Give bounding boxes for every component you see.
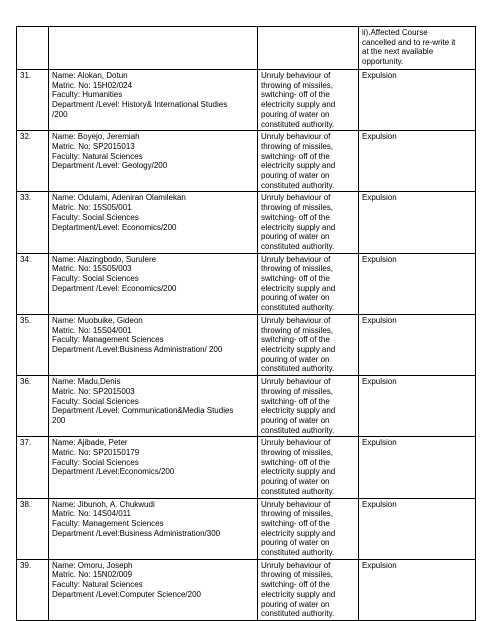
penalty: Expulsion <box>359 559 476 620</box>
student-detail-line: Matric. No: 15S05/001 <box>52 203 132 213</box>
offence-description <box>258 192 359 253</box>
offence-line: Unruly behaviour of <box>261 254 331 264</box>
offence-line: Unruly behaviour of <box>261 560 331 570</box>
offence-line: constituted authority. <box>261 180 335 190</box>
student-details <box>49 253 258 314</box>
table-row <box>17 192 476 253</box>
offence-line: throwing of missiles, <box>261 509 334 519</box>
student-detail-line: Faculty: Natural Sciences <box>52 580 143 590</box>
table-row <box>17 131 476 192</box>
offence-line: pouring of water on <box>261 293 330 303</box>
offence-line: constituted authority. <box>261 364 335 374</box>
student-details <box>49 376 258 437</box>
penalty: Expulsion <box>359 192 476 253</box>
offence-line: electricity supply and <box>261 589 336 599</box>
penalty-line: cancelled and to re-write it <box>362 37 456 47</box>
offence-line: switching- off of the <box>261 151 330 161</box>
continuation-row <box>17 27 476 70</box>
offence-line: throwing of missiles, <box>261 570 334 580</box>
student-detail-line: Matric. No: 15H02/024 <box>52 80 133 90</box>
student-detail-line: /200 <box>52 109 68 119</box>
student-detail-line: Department /Level:Economics/200 <box>52 467 175 477</box>
student-details <box>49 314 258 375</box>
offence-line: pouring of water on <box>261 538 330 548</box>
offence-line: electricity supply and <box>261 100 336 110</box>
offence-description <box>258 559 359 620</box>
offence-line: pouring of water on <box>261 109 330 119</box>
student-detail-line: Name: Alokan, Dotun <box>52 71 128 80</box>
student-detail-line: Faculty: Social Sciences <box>52 457 139 467</box>
student-cell <box>49 27 258 70</box>
offence-line: constituted authority. <box>261 425 335 435</box>
student-detail-line: Faculty: Management Sciences <box>52 335 164 345</box>
student-detail-line: Matric. No: SP20150179 <box>52 448 140 458</box>
offence-line: throwing of missiles, <box>261 141 334 151</box>
student-detail-line: Matric. No: SP2015013 <box>52 141 135 151</box>
penalty: Expulsion <box>359 437 476 498</box>
offence-line: pouring of water on <box>261 354 330 364</box>
offence-line: switching- off of the <box>261 396 330 406</box>
student-details <box>49 70 258 131</box>
offence-line: switching- off of the <box>261 580 330 590</box>
offence-line: Unruly behaviour of <box>261 377 331 387</box>
student-detail-line: Name: Alazingbodo, Surulere <box>52 254 157 264</box>
offence-line: Unruly behaviour of <box>261 499 331 509</box>
offence-description <box>258 314 359 375</box>
student-detail-line: Faculty: Humanities <box>52 90 123 100</box>
serial-number: 35. <box>17 314 49 375</box>
penalty: Expulsion <box>359 314 476 375</box>
offence-line: throwing of missiles, <box>261 264 334 274</box>
student-detail-line: Department /Level:Business Administration/300 <box>52 528 221 538</box>
offence-line: electricity supply and <box>261 528 336 538</box>
student-detail-line: Faculty: Social Sciences <box>52 396 139 406</box>
table-row <box>17 314 476 375</box>
penalty-cell <box>359 27 476 70</box>
student-detail-line: Matric. No: SP2015003 <box>52 386 135 396</box>
penalty: Expulsion <box>359 253 476 314</box>
offence-line: electricity supply and <box>261 344 336 354</box>
student-detail-line: Name: Jibunoh, A. Chukwudi <box>52 499 155 509</box>
student-detail-line: Matric. No: 15S05/003 <box>52 264 132 274</box>
student-detail-line: Matric. No: 14S04/011 <box>52 509 132 519</box>
offence-line: pouring of water on <box>261 599 330 609</box>
offence-line: Unruly behaviour of <box>261 71 331 80</box>
offence-line: constituted authority. <box>261 119 335 129</box>
student-details <box>49 192 258 253</box>
disciplinary-table <box>16 26 476 621</box>
table-row <box>17 376 476 437</box>
student-detail-line: Name: Odulami, Adeniran Olamilekan <box>52 193 186 203</box>
table-row <box>17 437 476 498</box>
offence-line: pouring of water on <box>261 477 330 487</box>
serial-number: 34. <box>17 253 49 314</box>
student-detail-line: Faculty: Management Sciences <box>52 518 164 528</box>
serial-number: 31. <box>17 70 49 131</box>
student-detail-line: Matric. No: 15S04/001 <box>52 325 132 335</box>
serial-number: 37. <box>17 437 49 498</box>
offence-description <box>258 437 359 498</box>
offence-line: constituted authority. <box>261 548 335 558</box>
offence-description <box>258 70 359 131</box>
student-detail-line: Deptartment/Level: Economics/200 <box>52 222 177 232</box>
penalty-line: ii).Affected Course <box>362 28 428 37</box>
offence-description <box>258 131 359 192</box>
offence-cell <box>258 27 359 70</box>
serial-number: 39. <box>17 559 49 620</box>
offence-line: Unruly behaviour of <box>261 132 331 142</box>
serial-number: 33. <box>17 192 49 253</box>
table-row <box>17 70 476 131</box>
offence-line: switching- off of the <box>261 335 330 345</box>
offence-description <box>258 376 359 437</box>
serial-number: 38. <box>17 498 49 559</box>
offence-line: Unruly behaviour of <box>261 315 331 325</box>
offence-line: electricity supply and <box>261 283 336 293</box>
table-row <box>17 253 476 314</box>
penalty: Expulsion <box>359 376 476 437</box>
offence-description <box>258 253 359 314</box>
offence-line: constituted authority. <box>261 303 335 313</box>
offence-line: electricity supply and <box>261 222 336 232</box>
offence-line: constituted authority. <box>261 609 335 619</box>
student-detail-line: Department /Level: Geology/200 <box>52 161 168 171</box>
offence-line: throwing of missiles, <box>261 203 334 213</box>
offence-line: Unruly behaviour of <box>261 438 331 448</box>
student-detail-line: Faculty: Social Sciences <box>52 274 139 284</box>
student-detail-line: Department /Level:Business Administration/ 200 <box>52 344 223 354</box>
serial-number: 32. <box>17 131 49 192</box>
offence-line: switching- off of the <box>261 518 330 528</box>
student-detail-line: Department /Level: Communication&Media Studies <box>52 406 234 416</box>
offence-line: electricity supply and <box>261 406 336 416</box>
serial-cell <box>17 27 49 70</box>
table-body <box>17 27 476 621</box>
student-detail-line: Department /Level: Economics/200 <box>52 283 177 293</box>
student-detail-line: 200 <box>52 415 66 425</box>
student-detail-line: Matric. No: 15N02/009 <box>52 570 133 580</box>
offence-line: switching- off of the <box>261 274 330 284</box>
student-details <box>49 559 258 620</box>
offence-line: constituted authority. <box>261 241 335 251</box>
student-details <box>49 437 258 498</box>
offence-description <box>258 498 359 559</box>
offence-line: throwing of missiles, <box>261 325 334 335</box>
offence-line: pouring of water on <box>261 415 330 425</box>
student-detail-line: Name: Omoru, Joseph <box>52 560 133 570</box>
table-row <box>17 559 476 620</box>
offence-line: throwing of missiles, <box>261 386 334 396</box>
penalty: Expulsion <box>359 498 476 559</box>
table-row <box>17 498 476 559</box>
penalty-line: opportunity. <box>362 57 404 67</box>
student-detail-line: Name: Madu,Denis <box>52 377 121 387</box>
student-detail-line: Department /Level:Computer Science/200 <box>52 589 201 599</box>
offence-line: switching- off of the <box>261 212 330 222</box>
student-detail-line: Name: Boyejo, Jeremiah <box>52 132 140 142</box>
offence-line: pouring of water on <box>261 171 330 181</box>
penalty: Expulsion <box>359 70 476 131</box>
offence-line: pouring of water on <box>261 232 330 242</box>
offence-line: electricity supply and <box>261 467 336 477</box>
offence-line: Unruly behaviour of <box>261 193 331 203</box>
student-details <box>49 498 258 559</box>
student-detail-line: Faculty: Natural Sciences <box>52 151 143 161</box>
penalty: Expulsion <box>359 131 476 192</box>
student-detail-line: Name: Ajibade, Peter <box>52 438 128 448</box>
offence-line: switching- off of the <box>261 90 330 100</box>
offence-line: throwing of missiles, <box>261 80 334 90</box>
offence-line: switching- off of the <box>261 457 330 467</box>
offence-line: electricity supply and <box>261 161 336 171</box>
student-detail-line: Name: Muobuike, Gideon <box>52 315 143 325</box>
serial-number: 36. <box>17 376 49 437</box>
offence-line: constituted authority. <box>261 486 335 496</box>
student-details <box>49 131 258 192</box>
offence-line: throwing of missiles, <box>261 448 334 458</box>
penalty-line: at the next available <box>362 47 434 57</box>
student-detail-line: Department /Level: History& International Studies <box>52 100 228 110</box>
student-detail-line: Faculty: Social Sciences <box>52 212 139 222</box>
